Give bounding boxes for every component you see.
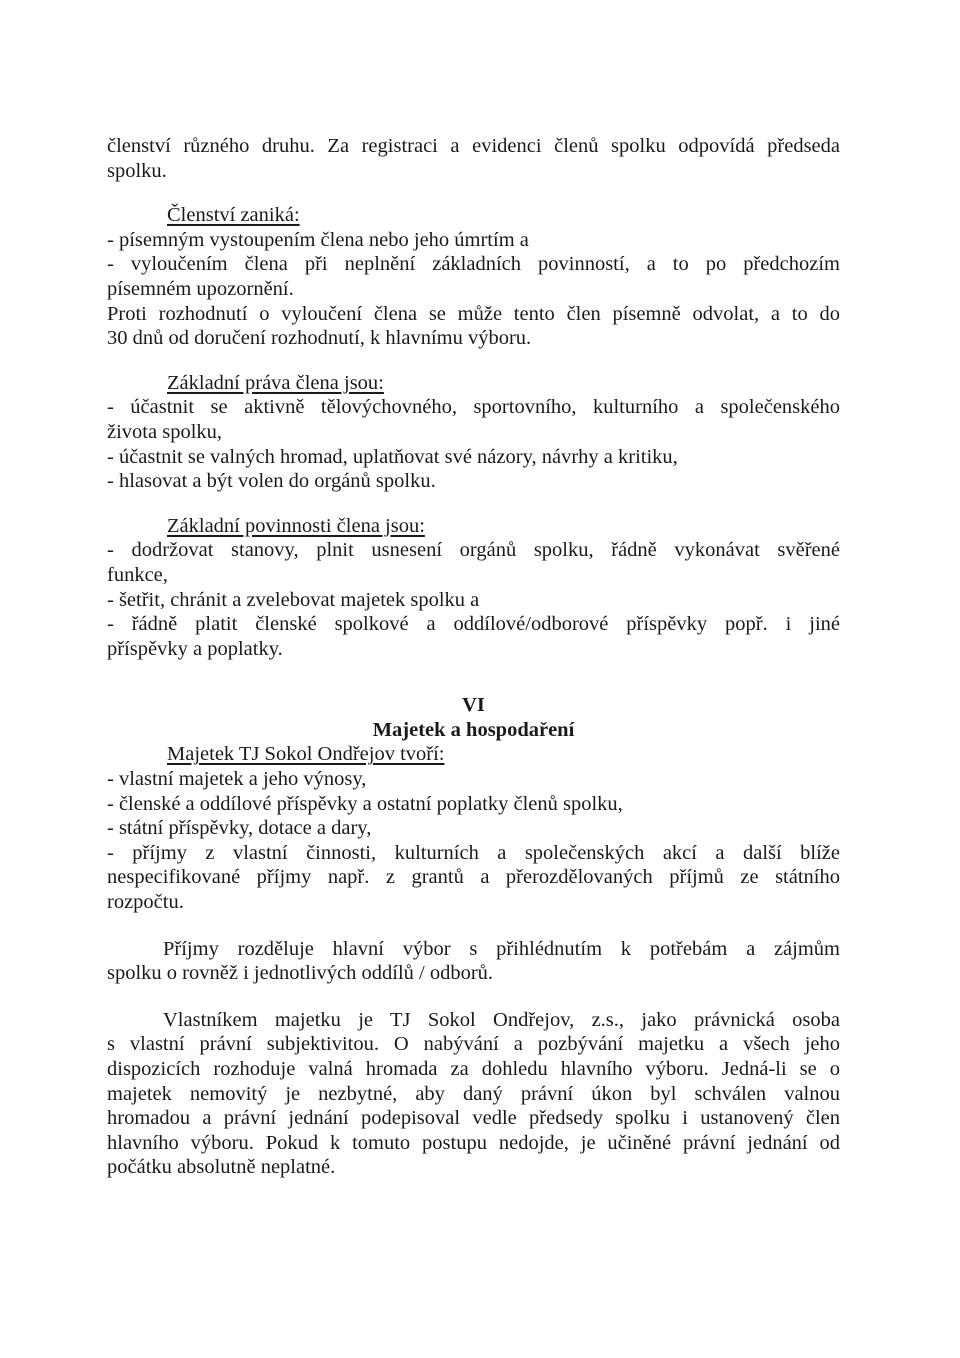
basic-rights-line-1: - účastnit se aktivně tělovýchovného, sportovního, kulturního a společenského xyxy=(107,396,840,419)
basic-duties-heading: Základní povinnosti člena jsou: xyxy=(167,514,425,537)
section-vi xyxy=(107,693,840,914)
section-vi-title: Majetek a hospodaření xyxy=(372,718,575,741)
basic-rights-line-4: - hlasovat a být volen do orgánů spolku. xyxy=(107,470,436,493)
owner-line-1: Vlastníkem majetku je TJ Sokol Ondřejov, z.s., jako právnická osoba xyxy=(163,1008,840,1031)
basic-duties-line-1: - dodržovat stanovy, plnit usnesení orgánů spolku, řádně vykonávat svěřené xyxy=(107,539,840,562)
basic-duties-line-5: příspěvky a poplatky. xyxy=(107,637,283,660)
owner-line-7: počátku absolutně neplatné. xyxy=(107,1156,336,1179)
owner-line-3: dispozicích rozhoduje valná hromada za dohledu hlavního výboru. Jedná-li se o xyxy=(107,1058,840,1080)
membership-end-line-1: - písemným vystoupením člena nebo jeho úmrtím a xyxy=(107,228,529,251)
section-vi-number: VI xyxy=(462,694,485,717)
property-line-3: - státní příspěvky, dotace a dary, xyxy=(107,817,372,840)
basic-rights-line-2: života spolku, xyxy=(107,420,223,443)
basic-duties-section xyxy=(107,514,840,662)
basic-duties-line-4: - řádně platit členské spolkové a oddílové/odborové příspěvky popř. i jiné xyxy=(107,613,840,636)
income-line-1: Příjmy rozděluje hlavní výbor s přihlédnutím k potřebám a zájmům xyxy=(163,937,840,960)
basic-duties-line-3: - šetřit, chránit a zvelebovat majetek spolku a xyxy=(107,588,480,611)
document-page xyxy=(107,134,840,1180)
property-heading: Majetek TJ Sokol Ondřejov tvoří: xyxy=(167,743,445,766)
membership-end-line-3: písemném upozornění. xyxy=(107,277,294,300)
property-line-2: - členské a oddílové příspěvky a ostatní poplatky členů spolku, xyxy=(107,792,623,815)
property-line-5: nespecifikované příjmy např. z grantů a přerozdělovaných příjmů ze státního xyxy=(107,866,840,889)
owner-line-2: s vlastní právní subjektivitou. O nabývání a pozbývání majetku a všech jeho xyxy=(107,1033,840,1056)
owner-paragraph xyxy=(107,1008,840,1180)
owner-line-5: hromadou a právní jednání podepisoval vedle předsedy spolku i ustanovený člen xyxy=(107,1107,840,1130)
membership-end-heading: Členství zaniká: xyxy=(167,204,300,227)
property-line-1: - vlastní majetek a jeho výnosy, xyxy=(107,768,367,791)
property-line-4: - příjmy z vlastní činnosti, kulturních a společenských akcí a další blíže xyxy=(107,841,840,864)
membership-end-line-4: Proti rozhodnutí o vyloučení člena se může tento člen písemně odvolat, a to do xyxy=(107,302,840,325)
property-line-6: rozpočtu. xyxy=(107,891,184,914)
basic-rights-line-3: - účastnit se valných hromad, uplatňovat své názory, návrhy a kritiku, xyxy=(107,445,678,468)
membership-end-line-2: - vyloučením člena při neplnění základních povinností, a to po předchozím xyxy=(107,253,840,276)
income-paragraph xyxy=(107,937,840,986)
membership-end-section xyxy=(107,203,840,351)
intro-line-2: spolku. xyxy=(107,159,167,182)
intro-paragraph xyxy=(107,134,840,183)
owner-line-4: majetek nemovitý je nezbytné, aby daný právní úkon byl schválen valnou xyxy=(107,1082,840,1105)
basic-rights-heading: Základní práva člena jsou: xyxy=(167,371,384,394)
membership-end-line-5: 30 dnů od doručení rozhodnutí, k hlavnímu výboru. xyxy=(107,327,532,350)
basic-duties-line-2: funkce, xyxy=(107,563,168,586)
intro-line-1: členství různého druhu. Za registraci a evidenci členů spolku odpovídá předseda xyxy=(107,135,840,157)
income-line-2: spolku o rovněž i jednotlivých oddílů / odborů. xyxy=(107,962,494,985)
owner-line-6: hlavního výboru. Pokud k tomuto postupu nedojde, je učiněné právní jednání od xyxy=(107,1131,840,1154)
basic-rights-section xyxy=(107,371,840,494)
